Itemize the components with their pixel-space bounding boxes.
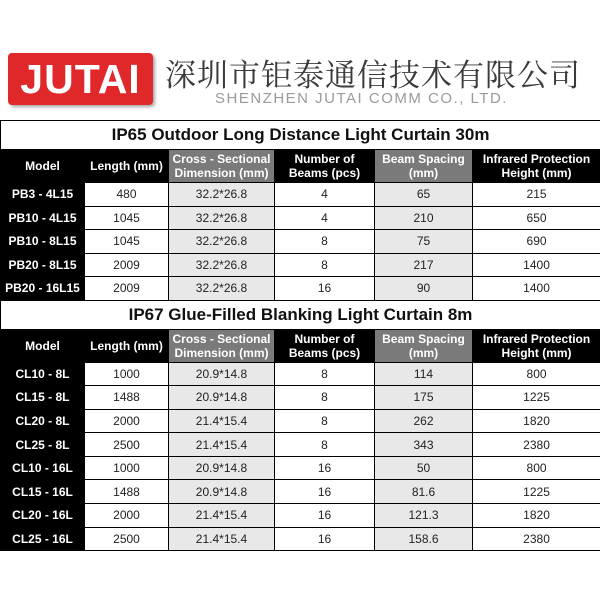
- cell-length: 2009: [85, 277, 169, 301]
- cell-model: CL20 - 16L: [1, 504, 85, 528]
- cell-beam-count: 8: [275, 433, 375, 457]
- table-row: [1, 230, 600, 254]
- column-header-line: Beam Spacing: [382, 331, 465, 346]
- table-row: [1, 386, 600, 410]
- column-header-protection-height: [473, 329, 600, 362]
- column-header-line: Infrared Protection: [482, 331, 591, 346]
- column-header-protection-height: [473, 150, 600, 183]
- column-header-cross-section: [169, 329, 275, 362]
- cell-beam-spacing: 262: [375, 409, 473, 433]
- column-header-line: Number of: [294, 331, 355, 346]
- cell-beam-count: 8: [275, 386, 375, 410]
- cell-protection-height: 690: [473, 230, 600, 254]
- section-title-row: [1, 121, 600, 150]
- column-header-length: Length (mm): [85, 150, 169, 183]
- cell-protection-height: 800: [473, 362, 600, 386]
- cell-model: CL25 - 16L: [1, 527, 85, 551]
- cell-beam-count: 16: [275, 527, 375, 551]
- cell-protection-height: 215: [473, 183, 600, 207]
- cell-beam-spacing: 65: [375, 183, 473, 207]
- cell-protection-height: 1820: [473, 409, 600, 433]
- table-row: [1, 409, 600, 433]
- cell-length: 1045: [85, 230, 169, 254]
- cell-cross-section: 21.4*15.4: [169, 433, 275, 457]
- column-header-line: Beams (pcs): [288, 345, 361, 360]
- table-row: [1, 206, 600, 230]
- cell-length: 2500: [85, 433, 169, 457]
- table-row: [1, 433, 600, 457]
- cell-protection-height: 2380: [473, 527, 600, 551]
- cell-length: 2500: [85, 527, 169, 551]
- cell-length: 480: [85, 183, 169, 207]
- column-header-cross-section: [169, 150, 275, 183]
- cell-beam-count: 16: [275, 480, 375, 504]
- column-header-length: Length (mm): [85, 329, 169, 362]
- section-ip67: [1, 300, 600, 551]
- spec-table: [0, 120, 600, 551]
- column-header-line: Height (mm): [501, 166, 572, 180]
- column-header-line: Number of: [294, 152, 355, 166]
- column-header-line: Infrared Protection: [482, 152, 591, 166]
- cell-cross-section: 32.2*26.8: [169, 253, 275, 277]
- cell-cross-section: 21.4*15.4: [169, 527, 275, 551]
- section-title: IP67 Glue-Filled Blanking Light Curtain 8m: [1, 300, 600, 329]
- table-row: [1, 183, 600, 207]
- cell-protection-height: 1400: [473, 253, 600, 277]
- cell-length: 1488: [85, 386, 169, 410]
- cell-cross-section: 20.9*14.8: [169, 456, 275, 480]
- cell-length: 1000: [85, 362, 169, 386]
- cell-beam-count: 4: [275, 183, 375, 207]
- cell-protection-height: 1225: [473, 386, 600, 410]
- column-header-line: (mm): [408, 166, 439, 180]
- cell-beam-count: 16: [275, 456, 375, 480]
- company-name-english: SHENZHEN JUTAI COMM CO., LTD.: [215, 90, 508, 107]
- cell-protection-height: 1400: [473, 277, 600, 301]
- column-header-line: (mm): [408, 345, 439, 360]
- table-row: [1, 527, 600, 551]
- cell-cross-section: 21.4*15.4: [169, 504, 275, 528]
- cell-length: 1045: [85, 206, 169, 230]
- cell-length: 1488: [85, 480, 169, 504]
- column-header-beam-spacing: [375, 329, 473, 362]
- column-header-line: Height (mm): [501, 345, 572, 360]
- section-title: IP65 Outdoor Long Distance Light Curtain 30m: [1, 121, 600, 150]
- cell-length: 1000: [85, 456, 169, 480]
- column-header-row: [1, 329, 600, 362]
- company-name-chinese: 深圳市钜泰通信技术有限公司: [165, 58, 581, 94]
- cell-model: CL10 - 16L: [1, 456, 85, 480]
- cell-protection-height: 800: [473, 456, 600, 480]
- cell-beam-count: 8: [275, 409, 375, 433]
- cell-model: PB20 - 16L15: [1, 277, 85, 301]
- cell-model: CL15 - 8L: [1, 386, 85, 410]
- cell-beam-spacing: 343: [375, 433, 473, 457]
- cell-beam-count: 8: [275, 230, 375, 254]
- cell-beam-spacing: 50: [375, 456, 473, 480]
- company-logo: JUTAI: [8, 53, 153, 105]
- cell-model: CL25 - 8L: [1, 433, 85, 457]
- cell-cross-section: 32.2*26.8: [169, 277, 275, 301]
- cell-beam-spacing: 121.3: [375, 504, 473, 528]
- column-header-beam-spacing: [375, 150, 473, 183]
- cell-cross-section: 20.9*14.8: [169, 480, 275, 504]
- cell-length: 2000: [85, 504, 169, 528]
- cell-cross-section: 20.9*14.8: [169, 362, 275, 386]
- cell-cross-section: 20.9*14.8: [169, 386, 275, 410]
- table-row: [1, 362, 600, 386]
- cell-cross-section: 32.2*26.8: [169, 206, 275, 230]
- cell-protection-height: 2380: [473, 433, 600, 457]
- cell-beam-count: 16: [275, 277, 375, 301]
- column-header-model: Model: [1, 150, 85, 183]
- column-header-line: Dimension (mm): [174, 166, 269, 180]
- cell-beam-spacing: 90: [375, 277, 473, 301]
- table-row: [1, 277, 600, 301]
- table-row: [1, 504, 600, 528]
- company-header: [0, 0, 600, 118]
- cell-protection-height: 650: [473, 206, 600, 230]
- cell-model: PB20 - 8L15: [1, 253, 85, 277]
- section-title-row: [1, 300, 600, 329]
- cell-beam-count: 16: [275, 504, 375, 528]
- column-header-beam-count: [275, 150, 375, 183]
- cell-cross-section: 32.2*26.8: [169, 230, 275, 254]
- cell-beam-spacing: 217: [375, 253, 473, 277]
- cell-beam-count: 8: [275, 253, 375, 277]
- column-header-row: [1, 150, 600, 183]
- cell-protection-height: 1225: [473, 480, 600, 504]
- cell-cross-section: 32.2*26.8: [169, 183, 275, 207]
- table-row: [1, 456, 600, 480]
- cell-beam-spacing: 75: [375, 230, 473, 254]
- table-row: [1, 480, 600, 504]
- cell-beam-spacing: 114: [375, 362, 473, 386]
- cell-length: 2009: [85, 253, 169, 277]
- cell-length: 2000: [85, 409, 169, 433]
- section-ip65: [1, 121, 600, 301]
- cell-model: PB3 - 4L15: [1, 183, 85, 207]
- column-header-line: Dimension (mm): [174, 345, 269, 360]
- column-header-line: Beams (pcs): [288, 166, 361, 180]
- cell-model: PB10 - 4L15: [1, 206, 85, 230]
- cell-beam-spacing: 210: [375, 206, 473, 230]
- cell-model: CL10 - 8L: [1, 362, 85, 386]
- spec-table-wrapper: [0, 120, 600, 551]
- cell-beam-count: 8: [275, 362, 375, 386]
- cell-model: CL15 - 16L: [1, 480, 85, 504]
- cell-beam-spacing: 81.6: [375, 480, 473, 504]
- table-row: [1, 253, 600, 277]
- cell-beam-count: 4: [275, 206, 375, 230]
- column-header-line: Cross - Sectional: [172, 331, 271, 346]
- cell-model: PB10 - 8L15: [1, 230, 85, 254]
- cell-protection-height: 1820: [473, 504, 600, 528]
- column-header-line: Beam Spacing: [382, 152, 465, 166]
- column-header-model: Model: [1, 329, 85, 362]
- cell-cross-section: 21.4*15.4: [169, 409, 275, 433]
- column-header-beam-count: [275, 329, 375, 362]
- column-header-line: Cross - Sectional: [172, 152, 271, 166]
- cell-beam-spacing: 175: [375, 386, 473, 410]
- cell-beam-spacing: 158.6: [375, 527, 473, 551]
- cell-model: CL20 - 8L: [1, 409, 85, 433]
